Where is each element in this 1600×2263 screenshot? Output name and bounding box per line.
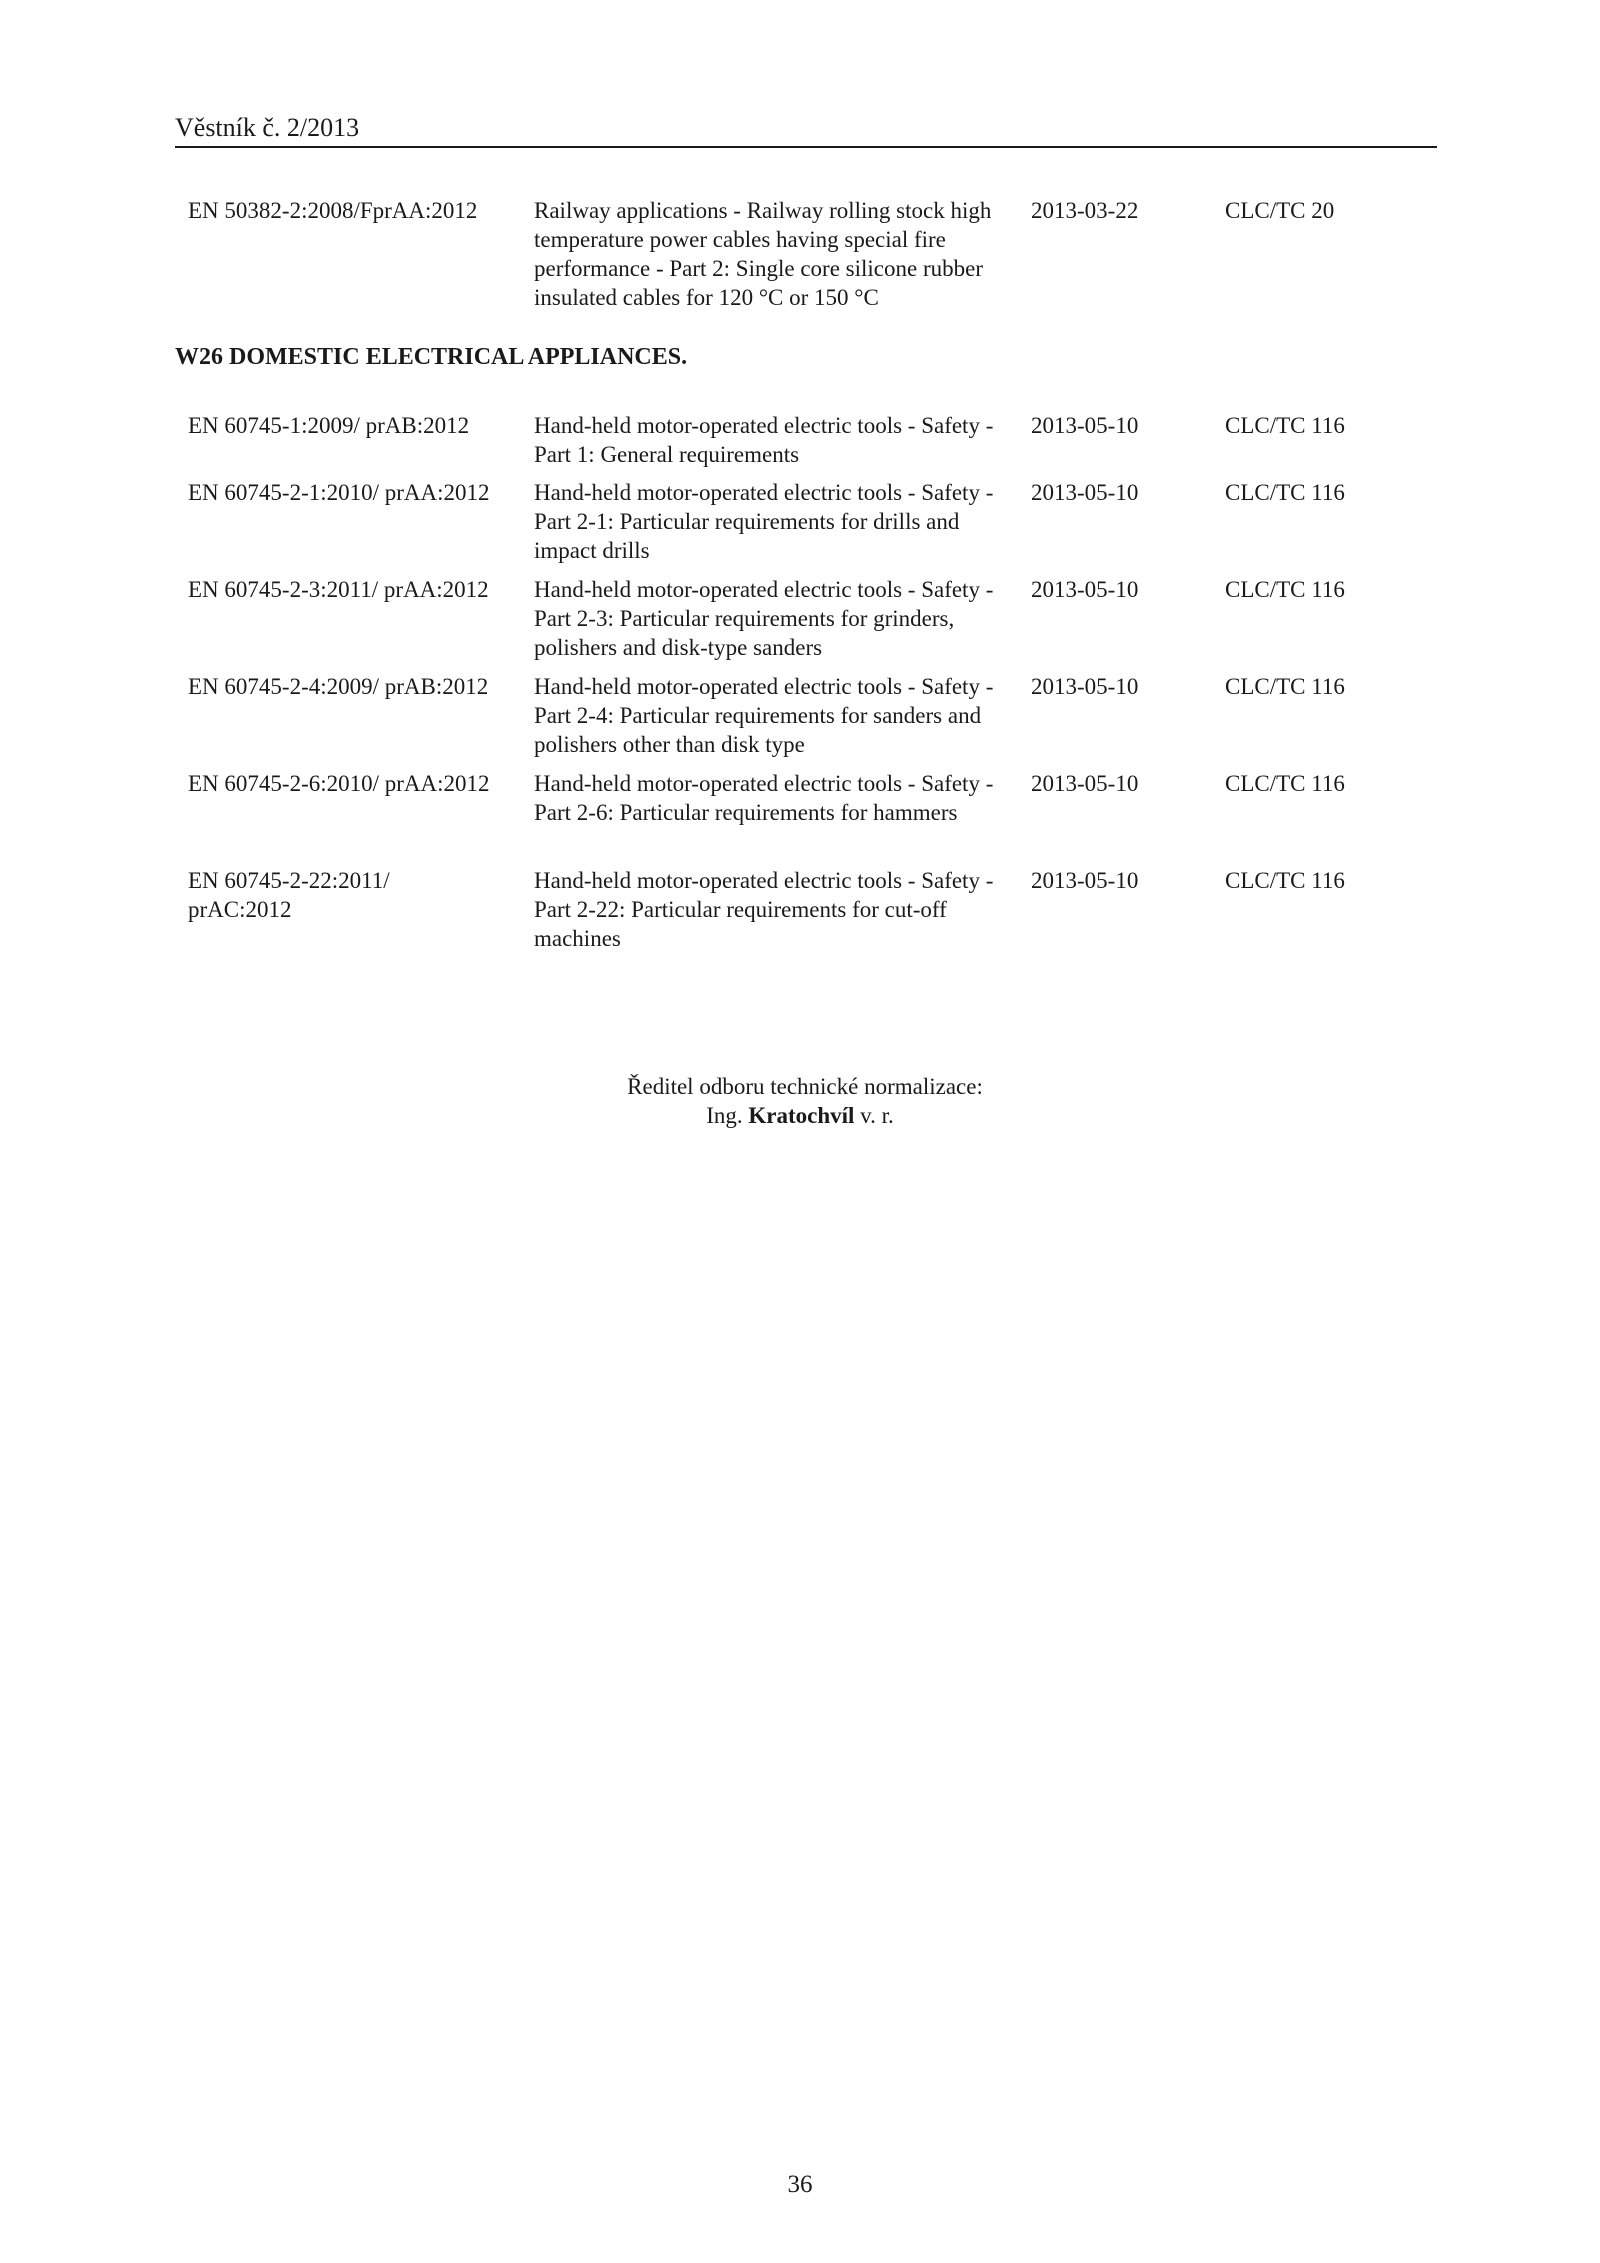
standard-title: Hand-held motor-operated electric tools - Safety - Part 2-4: Particular requirements for sanders and polishers other than disk type <box>534 674 994 757</box>
standard-code: EN 60745-2-1:2010/ prAA:2012 <box>188 480 490 505</box>
standards-table-appliances <box>0 411 1600 963</box>
table-row <box>0 866 1600 963</box>
standard-title: Hand-held motor-operated electric tools - Safety - Part 2-6: Particular requirements for hammers <box>534 771 994 825</box>
standards-table-railway <box>0 196 1600 316</box>
comment-deadline: 2013-05-10 <box>1031 577 1139 602</box>
table-row <box>0 478 1600 575</box>
standard-title: Hand-held motor-operated electric tools - Safety - Part 2-22: Particular requirements for cut-off machines <box>534 868 994 951</box>
table-row <box>0 769 1600 866</box>
technical-committee: CLC/TC 116 <box>1225 674 1345 699</box>
table-row <box>0 196 1600 316</box>
signatory-prefix: Ing. <box>706 1103 743 1128</box>
signatory-name: Kratochvíl <box>748 1103 855 1128</box>
comment-deadline: 2013-05-10 <box>1031 674 1139 699</box>
comment-deadline: 2013-05-10 <box>1031 413 1139 438</box>
standard-code: EN 60745-1:2009/ prAB:2012 <box>188 413 470 438</box>
comment-deadline: 2013-03-22 <box>1031 198 1139 223</box>
journal-title: Věstník č. 2/2013 <box>175 113 360 142</box>
signatory-role: Ředitel odboru technické normalizace: <box>627 1074 983 1099</box>
standard-code: EN 60745-2-22:2011/ prAC:2012 <box>188 868 390 922</box>
standard-code: EN 60745-2-3:2011/ prAA:2012 <box>188 577 489 602</box>
table-row <box>0 411 1600 478</box>
technical-committee: CLC/TC 20 <box>1225 198 1335 223</box>
technical-committee: CLC/TC 116 <box>1225 413 1345 438</box>
standard-title: Hand-held motor-operated electric tools - Safety - Part 1: General requirements <box>534 413 994 467</box>
standard-title: Hand-held motor-operated electric tools - Safety - Part 2-3: Particular requirements for grinders, polishers and disk-type sanders <box>534 577 994 660</box>
table-row <box>0 672 1600 769</box>
header-divider <box>175 146 1437 148</box>
standard-code: EN 60745-2-6:2010/ prAA:2012 <box>188 771 490 796</box>
technical-committee: CLC/TC 116 <box>1225 577 1345 602</box>
comment-deadline: 2013-05-10 <box>1031 771 1139 796</box>
technical-committee: CLC/TC 116 <box>1225 480 1345 505</box>
page-number: 36 <box>787 2171 813 2198</box>
signatory-suffix: v. r. <box>860 1103 894 1128</box>
technical-committee: CLC/TC 116 <box>1225 868 1345 893</box>
technical-committee: CLC/TC 116 <box>1225 771 1345 796</box>
standard-code: EN 60745-2-4:2009/ prAB:2012 <box>188 674 489 699</box>
standard-title: Hand-held motor-operated electric tools - Safety - Part 2-1: Particular requirements for drills and impact drills <box>534 480 994 563</box>
comment-deadline: 2013-05-10 <box>1031 868 1139 893</box>
comment-deadline: 2013-05-10 <box>1031 480 1139 505</box>
table-row <box>0 575 1600 672</box>
standard-code: EN 50382-2:2008/FprAA:2012 <box>188 198 478 223</box>
section-heading: W26 DOMESTIC ELECTRICAL APPLIANCES. <box>175 344 688 370</box>
standard-title: Railway applications - Railway rolling stock high temperature power cables having special fire performance - Part 2: Single core silicone rubber insulated cables for 120 °C or 150 °C <box>534 198 992 310</box>
signatory-name-line <box>0 1101 1600 1130</box>
signature-block <box>0 1072 1600 1130</box>
